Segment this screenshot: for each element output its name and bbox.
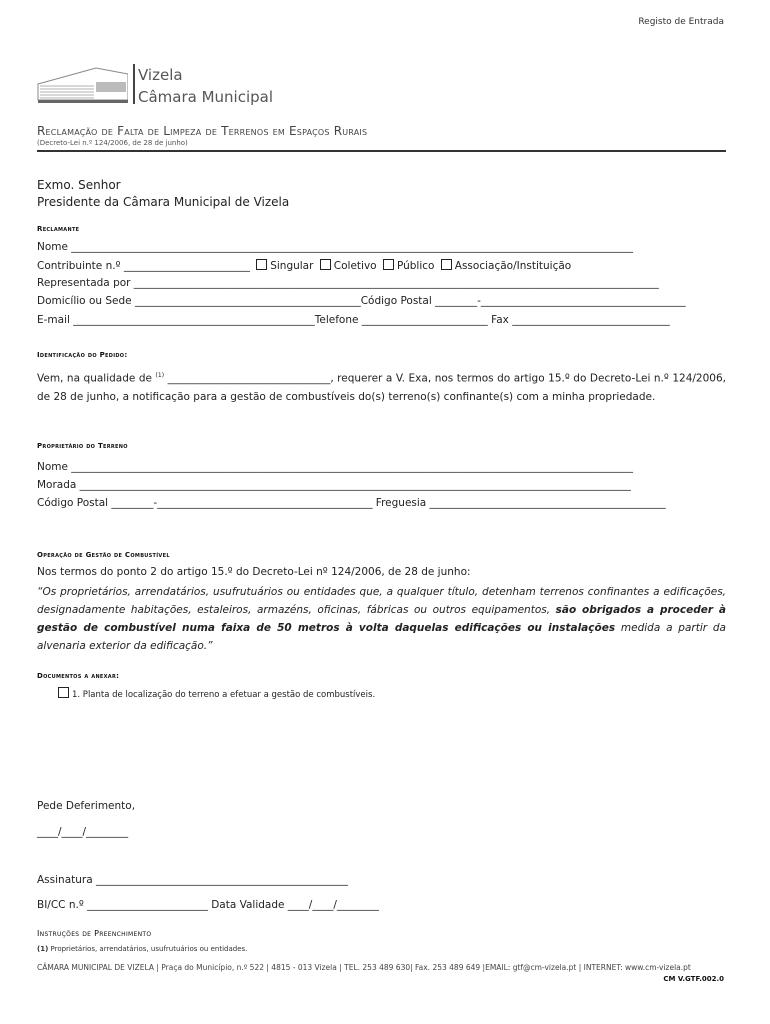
- quote-text-a: “Os proprietários, arrendatários, usufrutuários ou entidades que, a qualquer título, detenham terrenos confinantes a edificações, designadamente habitações, estaleiros, armazéns, oficinas, fábricas ou outros equipamentos,: [37, 586, 726, 616]
- document-code: CM V.GTF.002.0: [663, 975, 724, 983]
- operacao-intro: Nos termos do ponto 2 do artigo 15.º do Decreto-Lei nº 124/2006, de 28 de junho:: [37, 566, 471, 578]
- coletivo-checkbox[interactable]: [320, 259, 331, 270]
- note-number: (1): [37, 945, 49, 953]
- pedido-text2[interactable]: _______________________________, requerer a V. Exa, nos termos do artigo 15.º do Decreto-Lei n.º 124/2006, de 28 de junho, a notificação para a gestão de combustíveis do(s) terreno(s) confinante(s) com a minha propriedade.: [37, 372, 726, 403]
- title-rule: [37, 150, 726, 152]
- form-subtitle: (Decreto-Lei n.º 124/2006, de 28 de junho): [37, 139, 188, 147]
- instrucoes-note: [37, 945, 247, 953]
- proprietario-nome-field[interactable]: Nome ___________________________________________________________________________________________________________: [37, 461, 634, 473]
- coletivo-label: Coletivo: [333, 260, 377, 272]
- quote-text-bold: são obrigados a proceder à gestão de combustível numa faixa de 50 metros à volta daquelas edificações ou instalações: [37, 604, 726, 634]
- associacao-checkbox[interactable]: [441, 259, 452, 270]
- operacao-heading: Operação de Gestão de Combustível: [37, 551, 170, 559]
- email-field[interactable]: E-mail ______________________________________________Telefone ________________________ Fax ______________________________: [37, 314, 670, 326]
- contribuinte-field[interactable]: Contribuinte n.º ________________________: [37, 260, 250, 272]
- documento-label: 1. Planta de localização do terreno a efetuar a gestão de combustíveis.: [72, 690, 376, 700]
- logo-vizela: Vizela: [138, 66, 183, 84]
- bi-field[interactable]: BI/CC n.º _______________________ Data Validade ____/____/________: [37, 899, 379, 911]
- footer-address: CÂMARA MUNICIPAL DE VIZELA | Praça do Município, n.º 522 | 4815 - 013 Vizela | TEL. 253 489 630| Fax. 253 489 649 |EMAIL: gtf@cm-vizela.pt | INTERNET: www.cm-vizela.pt: [37, 963, 691, 972]
- form-title: Reclamação de Falta de Limpeza de Terrenos em Espaços Rurais: [37, 124, 368, 138]
- publico-label: Público: [396, 260, 435, 272]
- pede-deferimento: Pede Deferimento,: [37, 800, 136, 812]
- documentos-heading: Documentos a anexar:: [37, 672, 120, 680]
- assinatura-field[interactable]: Assinatura ________________________________________________: [37, 874, 348, 886]
- quote-text-b: medida a partir da alvenaria exterior da edificação.”: [37, 622, 726, 652]
- greeting-line2: Presidente da Câmara Municipal de Vizela: [37, 195, 290, 209]
- publico-checkbox[interactable]: [383, 259, 394, 270]
- domicilio-field[interactable]: Domicílio ou Sede ___________________________________________Código Postal ________-_______________________________________: [37, 295, 686, 307]
- pedido-heading: Identificação do Pedido:: [37, 351, 128, 359]
- instrucoes-heading: Instruções de Preenchimento: [37, 929, 152, 938]
- singular-label: Singular: [270, 260, 314, 272]
- representada-field[interactable]: Representada por ____________________________________________________________________________________________________: [37, 277, 659, 289]
- logo-camara: Câmara Municipal: [138, 88, 274, 106]
- associacao-label: Associação/Instituição: [454, 260, 572, 272]
- registo-de-entrada: Registo de Entrada: [638, 17, 724, 27]
- reclamante-heading: Reclamante: [37, 225, 80, 233]
- reclamante-tipo-row: [37, 259, 571, 272]
- reclamante-nome-field[interactable]: Nome ___________________________________________________________________________________________________________: [37, 241, 634, 253]
- logo-divider: [133, 64, 135, 104]
- proprietario-codigo-field[interactable]: Código Postal ________-_________________________________________ Freguesia _____________________________________________: [37, 497, 666, 509]
- greeting-line1: Exmo. Senhor: [37, 178, 121, 192]
- pedido-paragraph: [37, 367, 726, 406]
- proprietario-heading: Proprietário do Terreno: [37, 442, 128, 450]
- proprietario-morada-field[interactable]: Morada _________________________________________________________________________________________________________: [37, 479, 631, 491]
- pedido-text1: Vem, na qualidade de: [37, 372, 152, 385]
- operacao-quote: [37, 583, 726, 655]
- date-field[interactable]: ____/____/________: [37, 826, 129, 838]
- singular-checkbox[interactable]: [256, 259, 267, 270]
- note-text: Proprietários, arrendatários, usufrutuários ou entidades.: [48, 945, 248, 953]
- municipal-building-logo: [36, 62, 128, 106]
- documento-checkbox[interactable]: [58, 687, 69, 698]
- footnote-ref: (1): [155, 372, 165, 379]
- documento-item-1: [55, 687, 375, 700]
